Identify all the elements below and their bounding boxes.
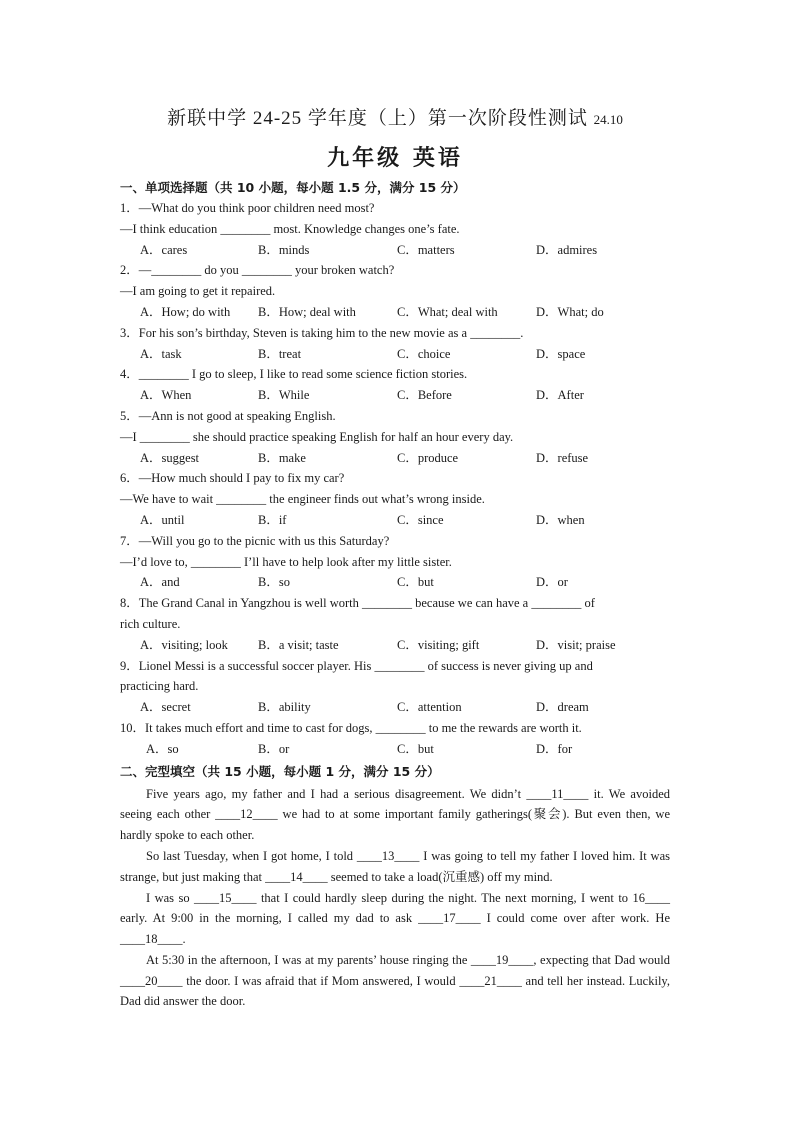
option-c: C．but <box>397 575 434 590</box>
option-a: A．so <box>146 741 179 756</box>
option-c: C．choice <box>397 346 451 361</box>
exam-title <box>120 104 670 134</box>
question-3-stem: 3．For his son’s birthday, Steven is taking him to the new movie as a ________. <box>120 325 524 340</box>
question-9-options <box>120 697 670 718</box>
option-a: A．suggest <box>140 450 200 465</box>
option-b: B．minds <box>258 242 310 257</box>
question-7-options <box>120 572 670 593</box>
question-2-response: —I am going to get it repaired. <box>120 284 276 299</box>
question-8-stem: 8．The Grand Canal in Yangzhou is well worth ________ because we can have a ________ of <box>120 596 595 611</box>
cloze-passage <box>120 784 670 1013</box>
question-8-stem-continued: rich culture. <box>120 616 181 631</box>
passage-paragraph-4: At 5:30 in the afternoon, I was at my parents’ house ringing the ____19____, expecting that Dad would ____20____ the door. I was afraid that if Mom answered, I would ____21____ and tell her instead. Luckily, Dad did answer the door. <box>120 952 670 1009</box>
exam-page <box>120 104 670 1012</box>
option-a: A．secret <box>140 700 191 715</box>
exam-subtitle: 九年级 英语 <box>327 146 463 171</box>
question-9-stem-continued: practicing hard. <box>120 679 199 694</box>
option-d: D．or <box>536 575 568 590</box>
option-b: B．or <box>258 741 290 756</box>
question-1-response: —I think education ________ most. Knowledge changes one’s fate. <box>120 221 460 236</box>
exam-title-text: 新联中学 24-25 学年度（上）第一次阶段性测试 <box>167 108 588 129</box>
passage-paragraph-3: I was so ____15____ that I could hardly sleep during the night. The next morning, I went to 16____ early. At 9:00 in the morning, I called my dad to ask ____17____ I could come over after work. He ____18____. <box>120 890 670 947</box>
question-3-options <box>120 344 670 365</box>
option-d: D．After <box>536 388 584 403</box>
option-d: D．for <box>536 741 573 756</box>
option-c: C．matters <box>397 242 455 257</box>
question-4-stem: 4．________ I go to sleep, I like to read some science fiction stories. <box>120 367 468 382</box>
option-b: B．so <box>258 575 290 590</box>
option-b: B．a visit; taste <box>258 637 339 652</box>
option-c: C．produce <box>397 450 459 465</box>
question-1-options <box>120 240 670 261</box>
question-8-options <box>120 635 670 656</box>
question-1-stem: 1．—What do you think poor children need most? <box>120 201 375 215</box>
option-a: A．and <box>140 575 180 590</box>
option-c: C．but <box>397 741 434 756</box>
question-7-stem: 7．—Will you go to the picnic with us this Saturday? <box>120 533 390 548</box>
option-d: D．dream <box>536 700 589 715</box>
option-c: C．Before <box>397 388 452 403</box>
passage-paragraph-2: So last Tuesday, when I got home, I told ____13____ I was going to tell my father I loved him. It was strange, but just making that ____14____ seemed to take a load(沉重感) off my mind. <box>120 848 670 884</box>
question-7-response: —I’d love to, ________ I’ll have to help look after my little sister. <box>120 554 452 569</box>
option-d: D．space <box>536 346 586 361</box>
question-2-stem: 2．—________ do you ________ your broken watch? <box>120 263 395 278</box>
question-4-options <box>120 385 670 406</box>
option-b: B．While <box>258 388 310 403</box>
option-c: C．attention <box>397 700 462 715</box>
option-c: C．since <box>397 512 444 527</box>
option-d: D．What; do <box>536 304 604 319</box>
option-c: C．What; deal with <box>397 304 498 319</box>
option-b: B．How; deal with <box>258 304 356 319</box>
question-5-response: —I ________ she should practice speaking English for half an hour every day. <box>120 429 514 444</box>
option-d: D．when <box>536 512 585 527</box>
question-5-options <box>120 448 670 469</box>
option-d: D．refuse <box>536 450 589 465</box>
question-9-stem: 9．Lionel Messi is a successful soccer player. His ________ of success is never giving up and <box>120 658 593 673</box>
section-heading-cloze: 二、完型填空（共 15 小题，每小题 1 分，满分 15 分） <box>120 763 440 779</box>
option-b: B．if <box>258 512 287 527</box>
option-a: A．How; do with <box>140 304 231 319</box>
section-heading-single-choice: 一、单项选择题（共 10 小题，每小题 1.5 分，满分 15 分） <box>120 180 466 195</box>
option-a: A．When <box>140 388 192 403</box>
question-2-options <box>120 302 670 323</box>
question-6-stem: 6．—How much should I pay to fix my car? <box>120 471 345 486</box>
question-10-stem: 10．It takes much effort and time to cast for dogs, ________ to me the rewards are worth it. <box>120 720 582 735</box>
option-a: A．cares <box>140 242 188 257</box>
option-a: A．visiting; look <box>140 637 228 652</box>
passage-paragraph-1: Five years ago, my father and I had a serious disagreement. We didn’t ____11____ it. We avoided seeing each other ____12____ we had to at some important family gatherings(聚会). But even then, we hardly spoke to each other. <box>120 786 670 843</box>
option-b: B．treat <box>258 346 302 361</box>
option-b: B．ability <box>258 700 311 715</box>
option-b: B．make <box>258 450 306 465</box>
option-a: A．until <box>140 512 185 527</box>
question-6-response: —We have to wait ________ the engineer finds out what’s wrong inside. <box>120 492 485 507</box>
option-c: C．visiting; gift <box>397 637 480 652</box>
option-a: A．task <box>140 346 182 361</box>
question-5-stem: 5．—Ann is not good at speaking English. <box>120 408 336 423</box>
option-d: D．admires <box>536 242 598 257</box>
exam-date: 24.10 <box>593 112 623 127</box>
question-10-options <box>120 739 670 760</box>
question-6-options <box>120 510 670 531</box>
option-d: D．visit; praise <box>536 637 616 652</box>
